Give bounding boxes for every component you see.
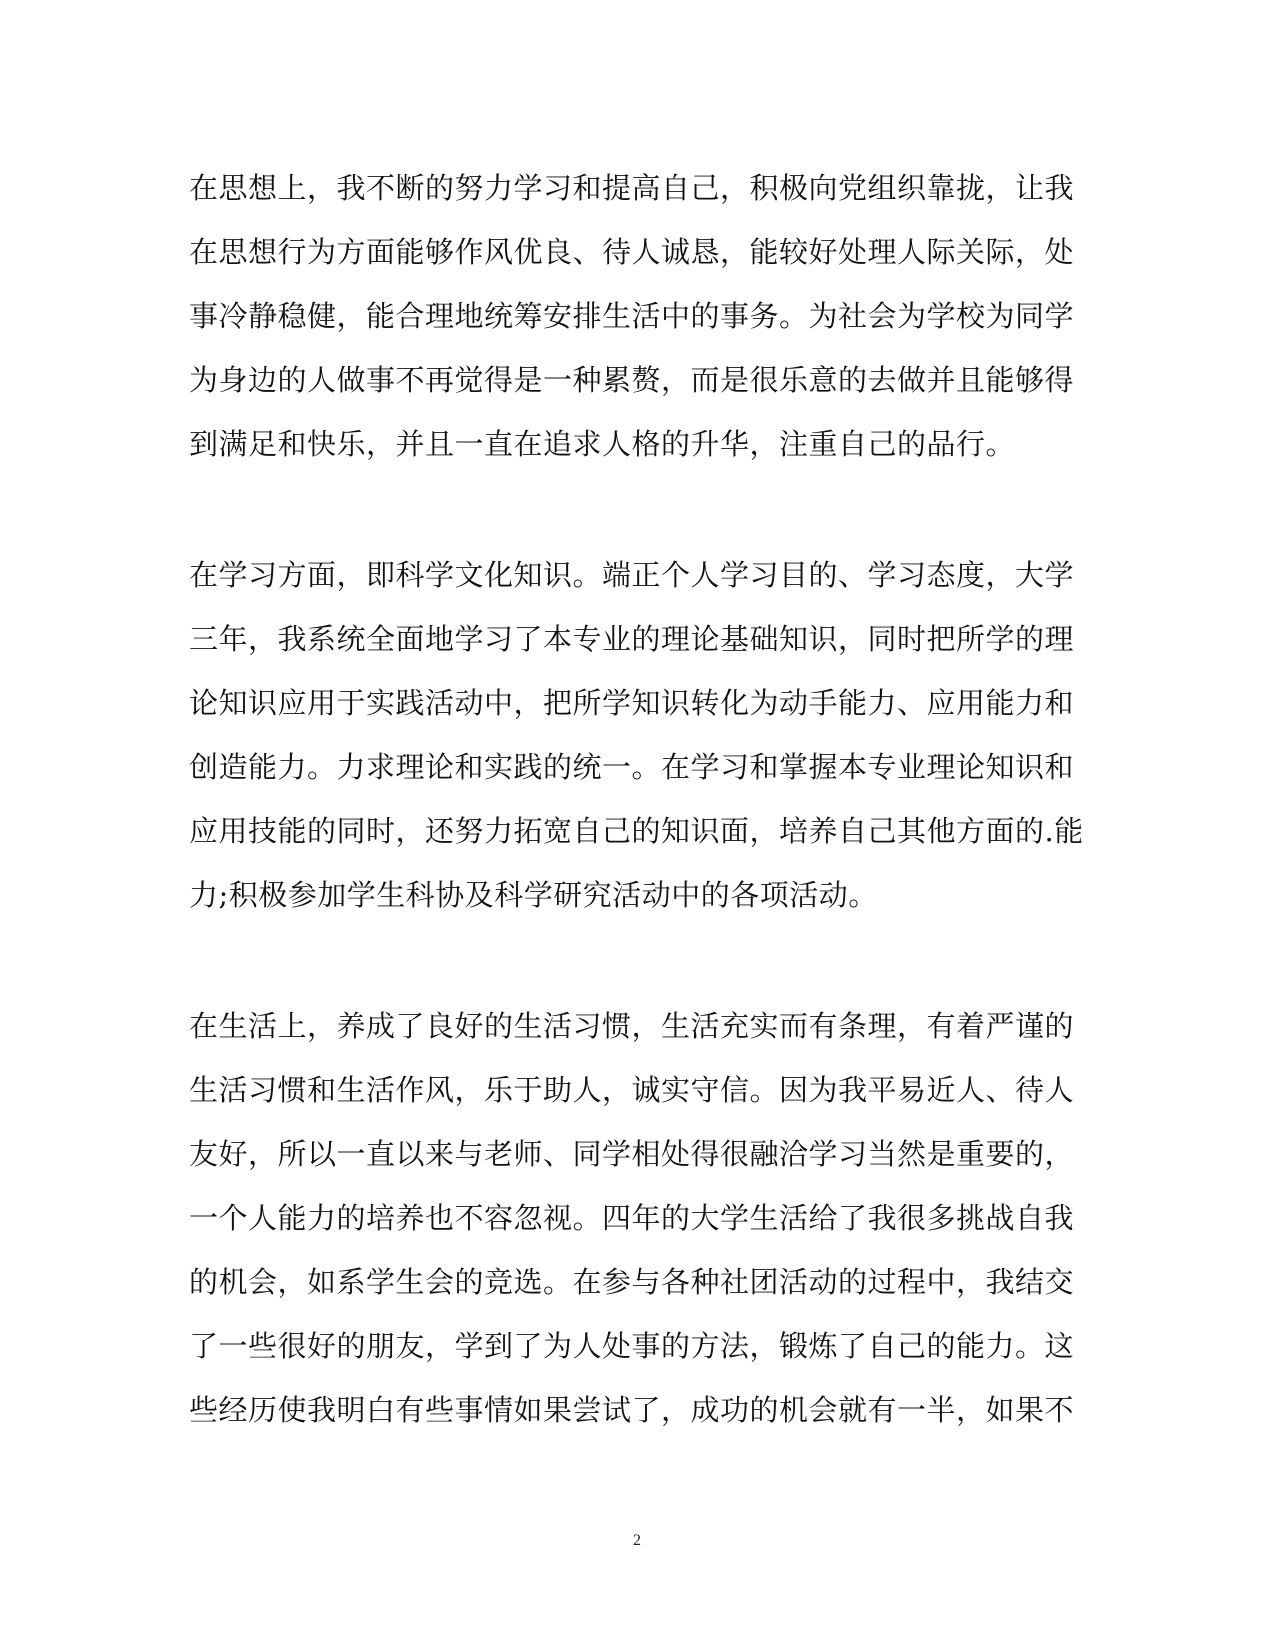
text-line: 在学习方面，即科学文化知识。端正个人学习目的、学习态度，大学 bbox=[189, 558, 1075, 592]
paragraph-study bbox=[189, 543, 1089, 927]
text-line: 生活习惯和生活作风，乐于助人，诚实守信。因为我平易近人、待人 bbox=[189, 1073, 1075, 1107]
text-line: 一个人能力的培养也不容忽视。四年的大学生活给了我很多挑战自我 bbox=[189, 1201, 1075, 1235]
text-line: 为身边的人做事不再觉得是一种累赘，而是很乐意的去做并且能够得 bbox=[189, 363, 1075, 397]
text-line: 事冷静稳健，能合理地统筹安排生活中的事务。为社会为学校为同学 bbox=[189, 299, 1075, 333]
text-line: 在生活上，养成了良好的生活习惯，生活充实而有条理，有着严谨的 bbox=[189, 1009, 1075, 1043]
text-line: 在思想行为方面能够作风优良、待人诚恳，能较好处理人际关际，处 bbox=[189, 235, 1075, 269]
text-line: 创造能力。力求理论和实践的统一。在学习和掌握本专业理论知识和 bbox=[189, 750, 1075, 784]
text-line: 在思想上，我不断的努力学习和提高自己，积极向党组织靠拢，让我 bbox=[189, 171, 1075, 205]
text-line: 三年，我系统全面地学习了本专业的理论基础知识，同时把所学的理 bbox=[189, 622, 1075, 656]
text-line: 应用技能的同时，还努力拓宽自己的知识面，培养自己其他方面的.能 bbox=[189, 814, 1084, 848]
text-line: 友好，所以一直以来与老师、同学相处得很融洽学习当然是重要的， bbox=[189, 1137, 1075, 1171]
text-line: 论知识应用于实践活动中，把所学知识转化为动手能力、应用能力和 bbox=[189, 686, 1075, 720]
text-line: 些经历使我明白有些事情如果尝试了，成功的机会就有一半，如果不 bbox=[189, 1393, 1075, 1427]
page-number: 2 bbox=[633, 1532, 641, 1549]
paragraph-thought bbox=[189, 156, 1089, 476]
text-line: 到满足和快乐，并且一直在追求人格的升华，注重自己的品行。 bbox=[189, 427, 1016, 461]
text-line: 的机会，如系学生会的竞选。在参与各种社团活动的过程中，我结交 bbox=[189, 1265, 1075, 1299]
text-line: 力;积极参加学生科协及科学研究活动中的各项活动。 bbox=[189, 878, 878, 912]
paragraph-life bbox=[189, 994, 1089, 1442]
text-line: 了一些很好的朋友，学到了为人处事的方法，锻炼了自己的能力。这 bbox=[189, 1329, 1075, 1363]
